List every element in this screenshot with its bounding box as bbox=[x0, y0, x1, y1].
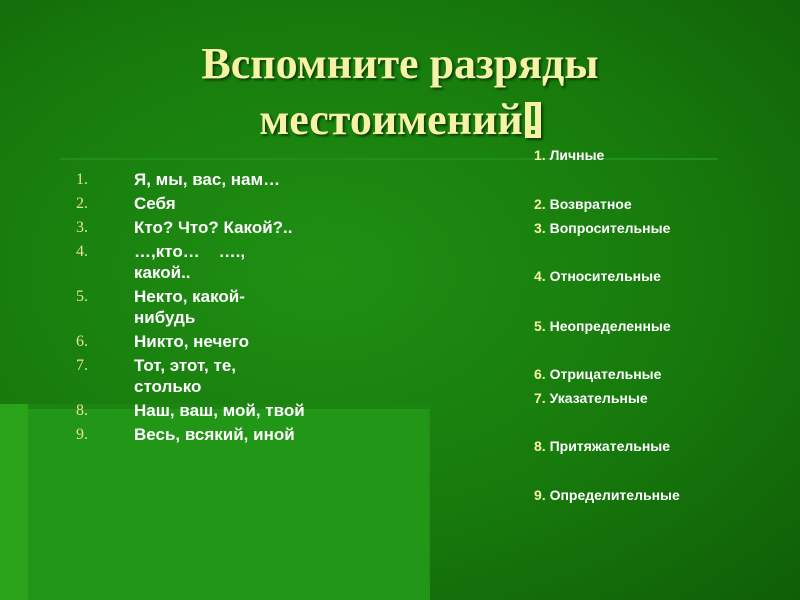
example-number: 9. bbox=[76, 426, 88, 443]
title-line-1: Вспомните разряды bbox=[201, 39, 599, 88]
example-item bbox=[76, 217, 406, 238]
example-item bbox=[76, 286, 406, 328]
category-number: 4. bbox=[534, 268, 546, 284]
category-label: Относительные bbox=[549, 268, 661, 284]
category-item bbox=[534, 487, 680, 503]
example-number: 2. bbox=[76, 195, 88, 212]
category-label: Личные bbox=[549, 147, 605, 163]
example-text: Я, мы, вас, нам… bbox=[134, 170, 281, 189]
examples-list bbox=[76, 169, 406, 448]
category-item bbox=[534, 366, 661, 382]
category-number: 5. bbox=[534, 318, 546, 334]
example-item bbox=[76, 331, 406, 352]
example-number: 6. bbox=[76, 333, 88, 350]
category-label: Неопределенные bbox=[549, 318, 671, 334]
category-item bbox=[534, 220, 670, 236]
example-text: Наш, ваш, мой, твой bbox=[134, 401, 305, 420]
category-label: Возвратное bbox=[549, 196, 632, 212]
example-item bbox=[76, 193, 406, 214]
example-item bbox=[76, 355, 406, 397]
example-text: Весь, всякий, иной bbox=[134, 425, 295, 444]
category-number: 8. bbox=[534, 438, 546, 454]
category-label: Притяжательные bbox=[549, 438, 671, 454]
example-item bbox=[76, 169, 406, 190]
example-text: Некто, какой- нибудь bbox=[134, 287, 245, 327]
example-text: Кто? Что? Какой?.. bbox=[134, 218, 293, 237]
example-text: …,кто… …., какой.. bbox=[134, 242, 246, 282]
example-number: 3. bbox=[76, 219, 88, 236]
category-item bbox=[534, 390, 648, 406]
example-text: Никто, нечего bbox=[134, 332, 250, 351]
category-number: 1. bbox=[534, 147, 546, 163]
title-line-2-text: местоимений bbox=[259, 95, 523, 144]
category-number: 9. bbox=[534, 487, 546, 503]
example-number: 8. bbox=[76, 402, 88, 419]
example-item bbox=[76, 241, 406, 283]
category-number: 3. bbox=[534, 220, 546, 236]
example-text: Тот, этот, те, столько bbox=[134, 356, 236, 396]
example-number: 4. bbox=[76, 243, 88, 260]
example-item bbox=[76, 424, 406, 445]
slide-title bbox=[100, 36, 700, 148]
category-item bbox=[534, 268, 661, 284]
category-item bbox=[534, 147, 604, 163]
example-item bbox=[76, 400, 406, 421]
decor-divider bbox=[60, 158, 718, 160]
example-number: 5. bbox=[76, 288, 88, 305]
title-line-2 bbox=[100, 92, 700, 148]
category-item bbox=[534, 318, 671, 334]
category-number: 2. bbox=[534, 196, 546, 212]
exclamation-icon bbox=[525, 102, 541, 138]
category-label: Определительные bbox=[549, 487, 680, 503]
example-number: 7. bbox=[76, 357, 88, 374]
category-label: Указательные bbox=[549, 390, 648, 406]
example-number: 1. bbox=[76, 171, 88, 188]
category-number: 7. bbox=[534, 390, 546, 406]
category-number: 6. bbox=[534, 366, 546, 382]
category-label: Отрицательные bbox=[549, 366, 662, 382]
example-text: Себя bbox=[134, 194, 176, 213]
category-item bbox=[534, 438, 670, 454]
category-item bbox=[534, 196, 632, 212]
category-label: Вопросительные bbox=[549, 220, 671, 236]
